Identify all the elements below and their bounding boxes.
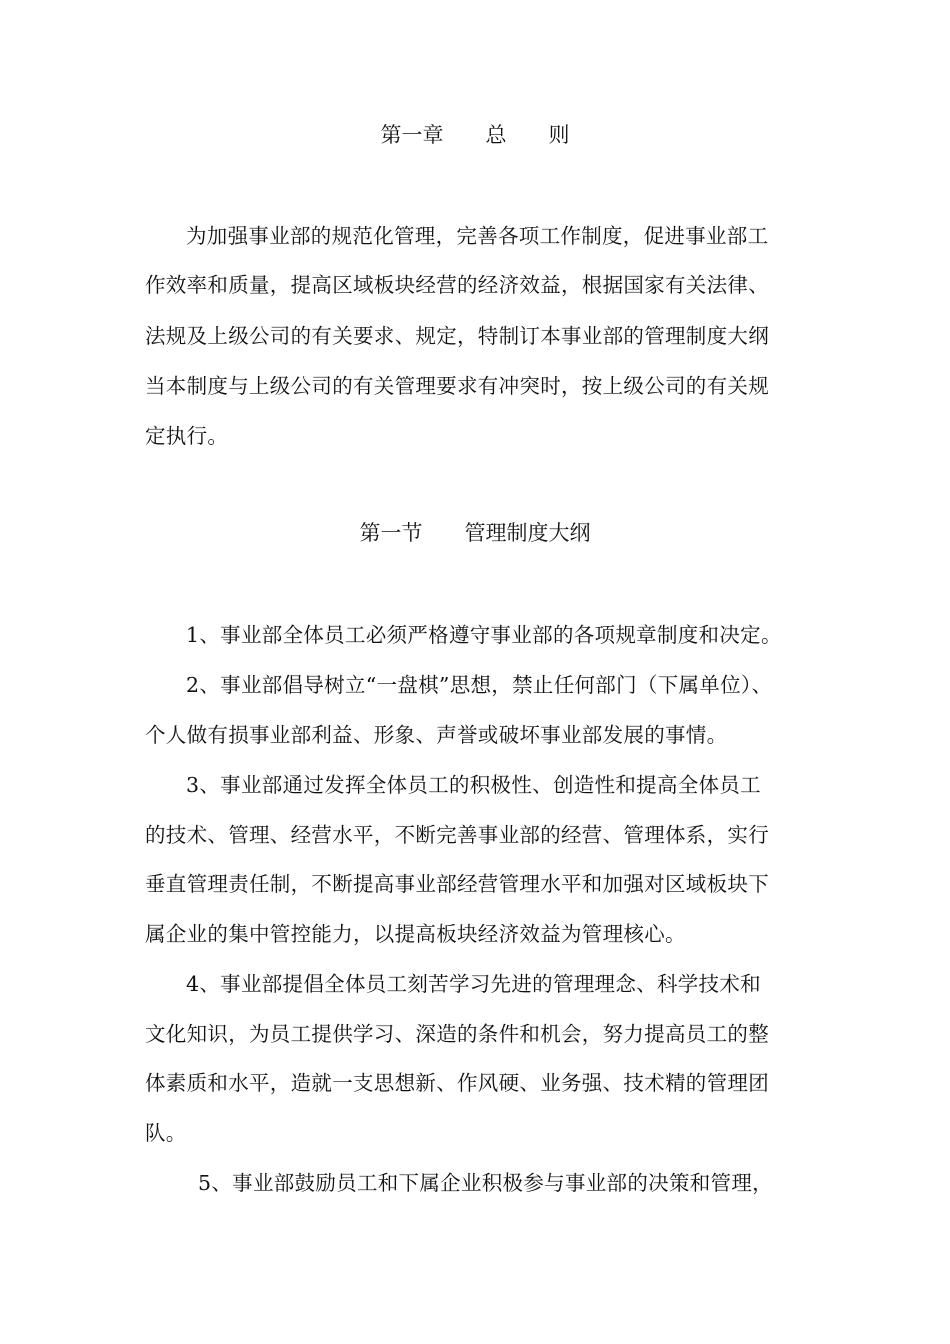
clause-line: 垂直管理责任制，不断提高事业部经营管理水平和加强对区域板块下	[145, 872, 769, 896]
intro-line: 法规及上级公司的有关要求、规定，特制订本事业部的管理制度大纲	[145, 324, 769, 348]
intro-line: 作效率和质量，提高区域板块经营的经济效益，根据国家有关法律、	[145, 273, 769, 297]
clause-line: 5、事业部鼓励员工和下属企业积极参与事业部的决策和管理，	[198, 1171, 773, 1195]
intro-line: 为加强事业部的规范化管理，完善各项工作制度，促进事业部工	[186, 224, 769, 248]
clause-line: 4、事业部提倡全体员工刻苦学习先进的管理理念、科学技术和	[186, 972, 761, 996]
clause-line: 的技术、管理、经营水平，不断完善事业部的经营、管理体系，实行	[145, 823, 769, 847]
clause-line: 队。	[145, 1121, 187, 1145]
clause-line: 文化知识，为员工提供学习、深造的条件和机会，努力提高员工的整	[145, 1022, 769, 1046]
clause-line: 1、事业部全体员工必须严格遵守事业部的各项规章制度和决定。	[186, 623, 782, 647]
clause-line: 体素质和水平，造就一支思想新、作风硬、业务强、技术精的管理团	[145, 1071, 769, 1095]
intro-line: 定执行。	[145, 424, 229, 448]
clause-line: 属企业的集中管控能力，以提高板块经济效益为管理核心。	[145, 922, 686, 946]
clause-line: 3、事业部通过发挥全体员工的积极性、创造性和提高全体员工	[186, 773, 761, 797]
section-title: 第一节 管理制度大纲	[359, 521, 591, 545]
intro-line: 当本制度与上级公司的有关管理要求有冲突时，按上级公司的有关规	[145, 374, 769, 398]
chapter-title: 第一章 总 则	[380, 123, 570, 147]
clause-line: 2、事业部倡导树立“一盘棋”思想，禁止任何部门（下属单位）、	[186, 673, 773, 697]
clause-line: 个人做有损事业部利益、形象、声誉或破坏事业部发展的事情。	[145, 723, 728, 747]
